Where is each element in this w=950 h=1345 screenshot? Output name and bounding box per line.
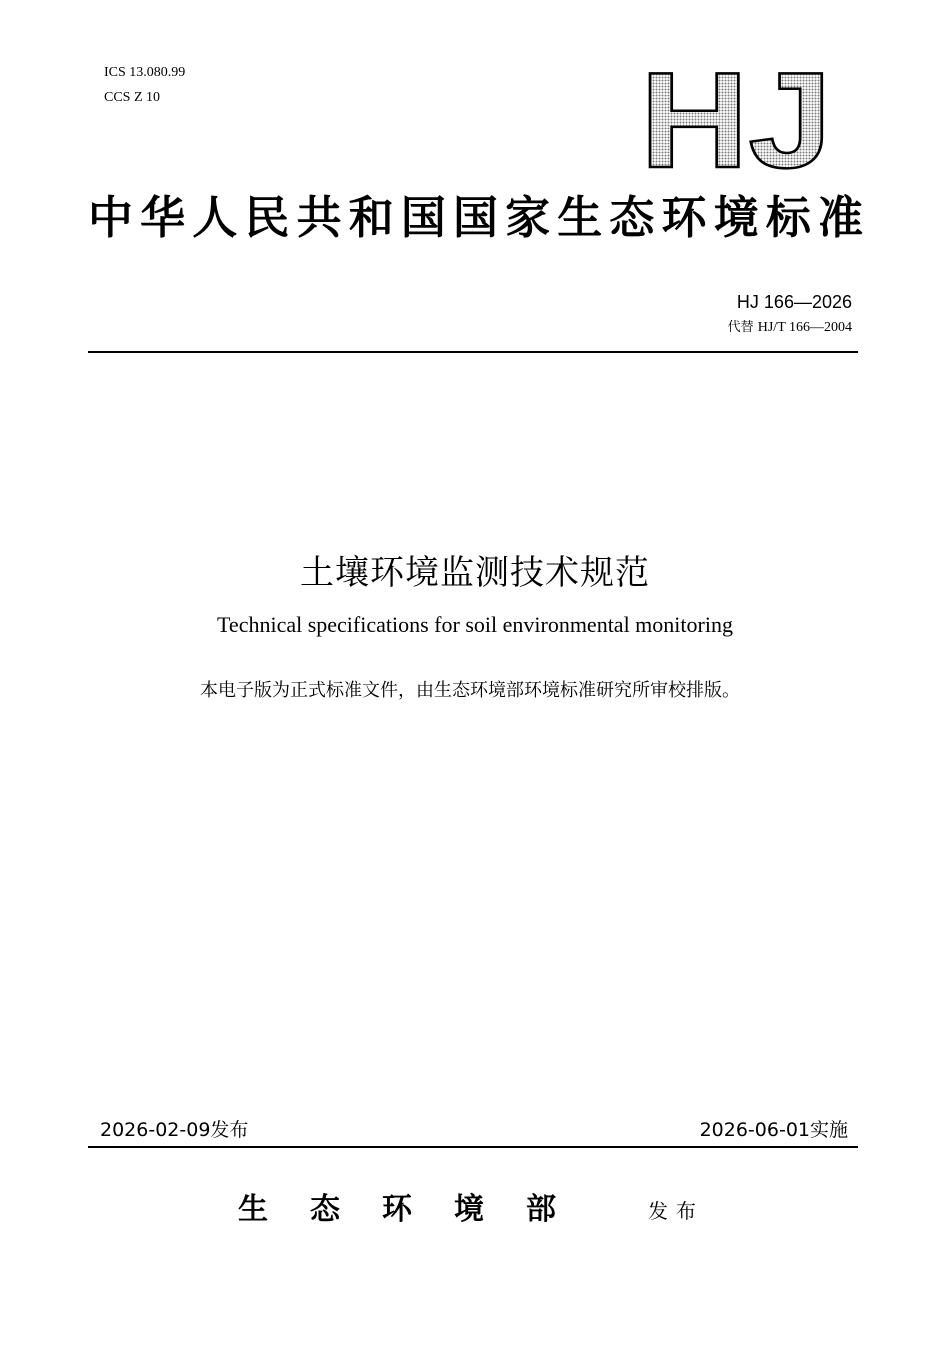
electronic-version-notice: 本电子版为正式标准文件，由生态环境部环境标准研究所审校排版。 (200, 680, 740, 701)
replaces-standard (728, 319, 852, 337)
issue-date: 2026-02-09发布 (100, 1119, 249, 1141)
publisher-name: 生态环境部 (238, 1192, 598, 1227)
ics-code: ICS 13.080.99 (104, 65, 186, 80)
implementation-date: 2026-06-01实施 (699, 1119, 848, 1141)
replaces-prefix: 代替 (727, 320, 754, 335)
footer-divider (88, 1146, 858, 1148)
standard-number: HJ 166—2026 (736, 292, 852, 312)
hj-logo (640, 70, 835, 170)
hj-logo-text: HJ (640, 70, 832, 170)
issuing-organization-title: 中华人民共和国国家生态环境标准 (88, 191, 863, 244)
header-divider (88, 351, 858, 353)
standard-title-english: Technical specifications for soil environmental monitoring (217, 612, 733, 637)
replaced-standard-code: HJ/T 166—2004 (757, 320, 852, 335)
publish-label: 发布 (648, 1199, 704, 1223)
ccs-code: CCS Z 10 (104, 90, 161, 105)
standard-title-chinese: 土壤环境监测技术规范 (300, 553, 650, 593)
